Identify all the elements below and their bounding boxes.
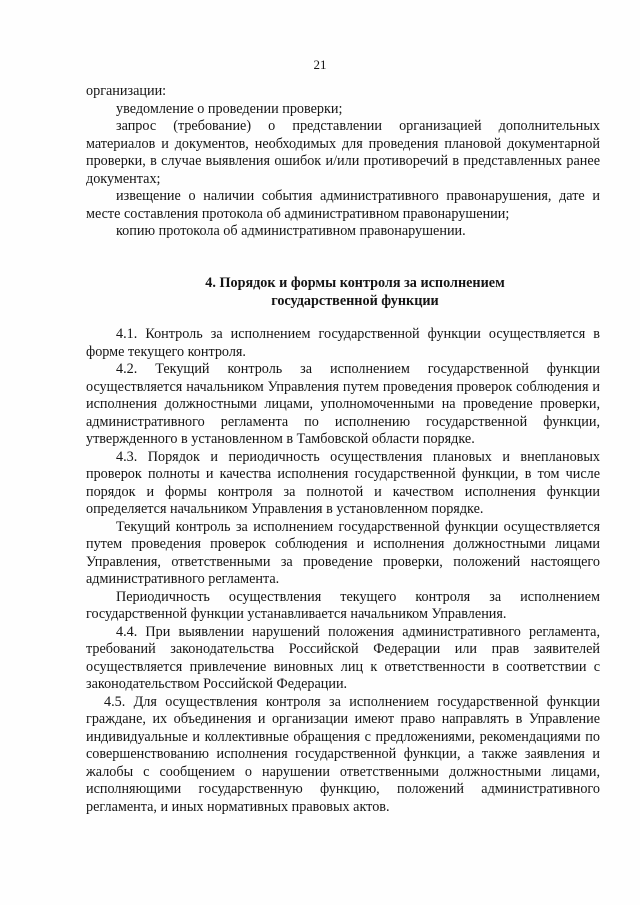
page-number: 21	[313, 57, 327, 72]
section-body	[86, 326, 600, 816]
section-heading-line-1: 4. Порядок и формы контроля за исполнением	[205, 275, 505, 291]
section-heading-line-2: государственной функции	[271, 292, 439, 309]
list-item: уведомление о проведении проверки;	[116, 100, 343, 117]
list-item: извещение о наличии события административного правонарушения, дате и месте составления протокола об административном правонарушении;	[86, 188, 600, 222]
paragraph-current-control: Текущий контроль за исполнением государственной функции осуществляется путем проведения проверок соблюдения и исполнения должностными лицами Управления, ответственными за проведение проверки, положений настоящего административного регламента.	[86, 518, 600, 587]
clause-4-5: 4.5. Для осуществления контроля за исполнением государственной функции граждане, их объединения и организации имеют право направлять в Управление индивидуальные и коллективные обращения с предложениями, рекомендациями по совершенствованию исполнения государственной функции, а также заявления и жалобы с сообщением о нарушении ответственными должностными лицами, исполняющими государственную функцию, положений административного регламента, и иных нормативных правовых актов.	[86, 693, 600, 815]
section-heading	[180, 275, 530, 310]
list-item: запрос (требование) о представлении организацией дополнительных материалов и документов, необходимых для проведения плановой документарной проверки, в случае выявления ошибок и/или противоречий в представленных ранее документах;	[86, 118, 600, 187]
clause-4-4: 4.4. При выявлении нарушений положения административного регламента, требований законодательства Российской Федерации или прав заявителей осуществляется привлечение виновных лиц к ответственности в соответствии с законодательством Российской Федерации.	[86, 623, 600, 692]
paragraph-periodicity: Периодичность осуществления текущего контроля за исполнением государственной функции устанавливается начальником Управления.	[86, 588, 600, 622]
list-item: копию протокола об административном правонарушении.	[116, 223, 466, 239]
clause-4-3: 4.3. Порядок и периодичность осуществления плановых и внеплановых проверок полноты и качества исполнения государственной функции, в том числе порядок и формы контроля за полнотой и качеством исполнения функции определяется начальником Управления в установленном порядке.	[86, 448, 600, 517]
clause-4-2: 4.2. Текущий контроль за исполнением государственной функции осуществляется начальником Управления путем проведения проверок соблюдения и исполнения должностными лицами, уполномоченными на проведение проверки, административного регламента по исполнению государственной функции, утвержденного в установленном в Тамбовской области порядке.	[86, 361, 600, 447]
notification-list	[86, 83, 600, 241]
clause-4-1: 4.1. Контроль за исполнением государственной функции осуществляется в форме текущего контроля.	[86, 326, 600, 360]
paragraph: организации:	[86, 83, 167, 99]
